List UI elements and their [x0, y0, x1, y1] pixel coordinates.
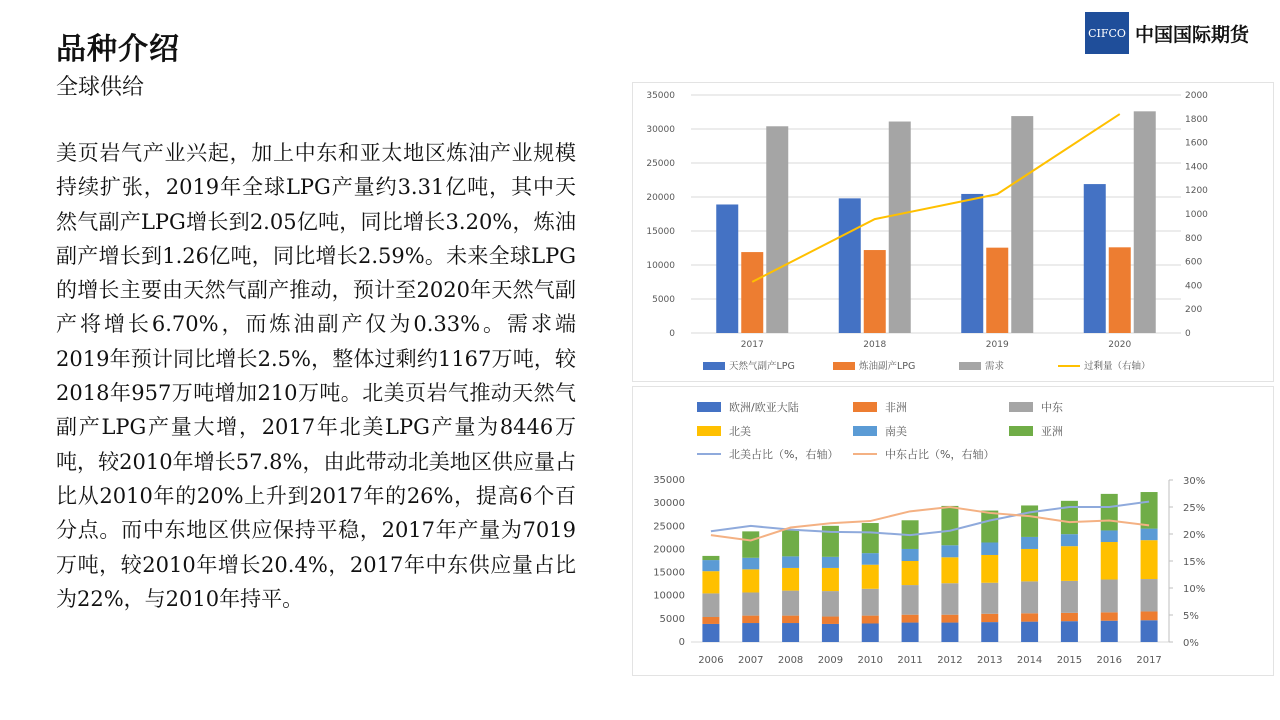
y-tick-label: 35000: [653, 475, 685, 486]
x-tick-label: 2014: [1016, 655, 1043, 666]
bar: [716, 204, 738, 333]
stacked-bar-segment: [1021, 549, 1038, 581]
stacked-bar-segment: [782, 623, 799, 642]
y2-tick-label: 1000: [1185, 210, 1208, 220]
stacked-bar-segment: [1141, 492, 1158, 529]
legend-label: 北美占比（%，右轴）: [729, 448, 839, 461]
legend-label: 炼油副产LPG: [859, 361, 916, 372]
y2-tick-label: 25%: [1183, 503, 1206, 514]
y2-tick-label: 10%: [1183, 584, 1206, 595]
legend-swatch: [853, 402, 877, 412]
stacked-bar-segment: [1141, 611, 1158, 620]
stacked-bar-segment: [822, 568, 839, 591]
stacked-bar-segment: [702, 593, 719, 617]
stacked-bar-segment: [862, 553, 879, 565]
y-tick-label: 10000: [646, 261, 675, 271]
y-tick-label: 25000: [646, 159, 675, 169]
stacked-bar-segment: [1021, 505, 1038, 536]
x-tick-label: 2006: [698, 655, 724, 666]
stacked-bar-segment: [782, 556, 799, 568]
legend-label: 非洲: [885, 401, 907, 414]
x-tick-label: 2017: [740, 340, 764, 350]
stacked-bar-segment: [822, 591, 839, 616]
stacked-bar-segment: [782, 591, 799, 616]
stacked-bar-segment: [1101, 494, 1118, 531]
chart2-svg: [633, 387, 1273, 675]
stacked-bar-segment: [1061, 581, 1078, 613]
stacked-bar-segment: [742, 531, 759, 557]
y-tick-label: 30000: [653, 498, 685, 510]
legend-swatch: [959, 362, 981, 370]
y2-tick-label: 1200: [1185, 186, 1208, 197]
bar: [986, 248, 1008, 333]
y2-tick-label: 1400: [1185, 162, 1208, 173]
stacked-bar-segment: [742, 569, 759, 592]
y-tick-label: 5000: [659, 613, 685, 625]
stacked-bar-segment: [1101, 580, 1118, 613]
stacked-bar-segment: [862, 616, 879, 624]
stacked-bar-segment: [862, 523, 879, 553]
y-tick-label: 0: [678, 637, 685, 648]
y2-tick-label: 1600: [1185, 138, 1208, 149]
x-tick-label: 2010: [857, 655, 883, 666]
body-paragraph: 美页岩气产业兴起，加上中东和亚太地区炼油产业规模持续扩张，2019年全球LPG产量约3.31亿吨，其中天然气副产LPG增长到2.05亿吨，同比增长3.20%，炼油副产增长到1.26亿吨，同比增长2.59%。未来全球LPG的增长主要由天然气副产推动，预计至2020年天然气副产将增长6.70%，而炼油副产仅为0.33%。需求端2019年预计同比增长2.5%，整体过剩约1167万吨，较2018年957万吨增加210万吨。北美页岩气推动天然气副产LPG产量大增，2017年北美LPG产量为8446万吨，较2010年增长57.8%，由此带动北美地区供应量占比从2010年的20%上升到2017年的26%，提高6个百分点。而中东地区供应保持平稳，2017年产量为7019万吨，较2010年增长20.4%，2017年中东供应量占比为22%，与2010年持平。: [56, 141, 576, 611]
stacked-bar-segment: [981, 622, 998, 642]
y-tick-label: 0: [669, 329, 675, 339]
y2-tick-label: 0%: [1183, 638, 1199, 649]
y-tick-label: 15000: [653, 567, 685, 579]
legend-swatch: [703, 362, 725, 370]
stacked-bar-segment: [1141, 620, 1158, 642]
stacked-bar-segment: [902, 615, 919, 623]
company-logo: [1085, 12, 1249, 54]
stacked-bar-segment: [702, 624, 719, 642]
legend-label: 亚洲: [1041, 425, 1063, 438]
chart-regional-supply: [632, 386, 1274, 676]
bar: [1084, 184, 1106, 333]
bar: [1011, 116, 1033, 333]
stacked-bar-segment: [862, 589, 879, 616]
y-tick-label: 30000: [646, 125, 675, 135]
legend-label: 过剩量（右轴）: [1084, 361, 1151, 372]
chart1-svg: [633, 83, 1273, 381]
y2-tick-label: 5%: [1183, 611, 1199, 622]
y2-tick-label: 2000: [1185, 91, 1208, 101]
x-tick-label: 2019: [985, 340, 1009, 350]
legend-label: 中东占比（%，右轴）: [885, 448, 995, 461]
y2-tick-label: 0: [1185, 329, 1191, 339]
page-title: 品种介绍: [56, 32, 180, 67]
legend-swatch: [853, 426, 877, 436]
y-tick-label: 35000: [646, 91, 675, 101]
stacked-bar-segment: [862, 623, 879, 642]
stacked-bar-segment: [981, 511, 998, 543]
stacked-bar-segment: [702, 617, 719, 624]
stacked-bar-segment: [902, 549, 919, 561]
stacked-bar-segment: [742, 623, 759, 642]
stacked-bar-segment: [1061, 501, 1078, 534]
y-tick-label: 10000: [653, 590, 685, 602]
y2-tick-label: 400: [1185, 281, 1203, 292]
x-tick-label: 2013: [977, 655, 1003, 666]
bar: [1134, 111, 1156, 333]
bar: [766, 126, 788, 333]
stacked-bar-segment: [742, 616, 759, 623]
bar: [961, 194, 983, 333]
legend-label: 需求: [985, 361, 1005, 372]
share-line: [711, 502, 1149, 535]
legend-swatch: [1009, 426, 1033, 436]
bar: [889, 122, 911, 333]
stacked-bar-segment: [1141, 579, 1158, 611]
logo-mark: CIFCO: [1085, 12, 1129, 54]
page-subtitle: 全球供给: [56, 75, 145, 100]
legend-swatch: [1009, 402, 1033, 412]
bar: [1109, 247, 1131, 333]
y2-tick-label: 200: [1185, 305, 1203, 316]
y2-tick-label: 20%: [1183, 530, 1206, 541]
stacked-bar-segment: [941, 506, 958, 545]
stacked-bar-segment: [941, 623, 958, 642]
y-tick-label: 20000: [646, 193, 675, 203]
stacked-bar-segment: [1101, 621, 1118, 642]
stacked-bar-segment: [822, 526, 839, 557]
stacked-bar-segment: [941, 545, 958, 557]
stacked-bar-segment: [941, 583, 958, 614]
stacked-bar-segment: [1021, 622, 1038, 642]
stacked-bar-segment: [1061, 546, 1078, 581]
legend-label: 中东: [1041, 401, 1063, 414]
y2-tick-label: 1800: [1185, 114, 1208, 125]
stacked-bar-segment: [1141, 529, 1158, 541]
stacked-bar-segment: [862, 565, 879, 589]
x-tick-label: 2007: [738, 655, 764, 666]
stacked-bar-segment: [941, 615, 958, 623]
legend-label: 南美: [885, 425, 907, 438]
x-tick-label: 2011: [897, 655, 923, 666]
stacked-bar-segment: [822, 624, 839, 642]
stacked-bar-segment: [1061, 534, 1078, 546]
stacked-bar-segment: [902, 585, 919, 615]
logo-name: 中国国际期货: [1135, 23, 1250, 46]
stacked-bar-segment: [1101, 542, 1118, 579]
share-line: [711, 507, 1149, 540]
bar: [741, 252, 763, 333]
x-tick-label: 2012: [937, 655, 963, 666]
stacked-bar-segment: [1141, 540, 1158, 579]
stacked-bar-segment: [822, 617, 839, 624]
stacked-bar-segment: [1021, 613, 1038, 621]
surplus-line: [752, 114, 1120, 282]
x-tick-label: 2018: [863, 340, 887, 350]
stacked-bar-segment: [742, 558, 759, 570]
stacked-bar-segment: [1021, 537, 1038, 549]
stacked-bar-segment: [1101, 612, 1118, 620]
stacked-bar-segment: [902, 623, 919, 642]
y2-tick-label: 800: [1185, 233, 1203, 244]
bar: [864, 250, 886, 333]
y-tick-label: 25000: [653, 521, 685, 533]
stacked-bar-segment: [941, 557, 958, 583]
stacked-bar-segment: [702, 556, 719, 560]
x-tick-label: 2015: [1056, 655, 1083, 666]
stacked-bar-segment: [702, 560, 719, 571]
stacked-bar-segment: [782, 568, 799, 591]
stacked-bar-segment: [702, 571, 719, 593]
y-tick-label: 20000: [653, 544, 685, 556]
chart-lpg-supply-demand: [632, 82, 1274, 382]
stacked-bar-segment: [902, 561, 919, 585]
y2-tick-label: 30%: [1183, 476, 1206, 487]
stacked-bar-segment: [981, 555, 998, 583]
x-tick-label: 2008: [777, 655, 804, 666]
stacked-bar-segment: [1061, 613, 1078, 621]
x-tick-label: 2016: [1096, 655, 1122, 666]
stacked-bar-segment: [981, 542, 998, 554]
legend-label: 天然气副产LPG: [729, 361, 795, 372]
y-tick-label: 5000: [652, 295, 675, 305]
legend-label: 北美: [729, 425, 751, 438]
stacked-bar-segment: [782, 616, 799, 623]
legend-swatch: [697, 402, 721, 412]
stacked-bar-segment: [1021, 581, 1038, 613]
y-tick-label: 15000: [646, 227, 675, 237]
y2-tick-label: 600: [1185, 257, 1203, 268]
stacked-bar-segment: [981, 614, 998, 622]
stacked-bar-segment: [1061, 621, 1078, 642]
legend-swatch: [833, 362, 855, 370]
stacked-bar-segment: [742, 592, 759, 615]
legend-label: 欧洲/欧亚大陆: [729, 401, 799, 414]
stacked-bar-segment: [822, 557, 839, 568]
bar: [839, 198, 861, 333]
stacked-bar-segment: [981, 583, 998, 614]
x-tick-label: 2020: [1108, 340, 1132, 350]
x-tick-label: 2009: [817, 655, 844, 666]
legend-swatch: [697, 426, 721, 436]
stacked-bar-segment: [1101, 530, 1118, 542]
x-tick-label: 2017: [1136, 655, 1162, 666]
y2-tick-label: 15%: [1183, 557, 1206, 568]
stacked-bar-segment: [782, 529, 799, 556]
